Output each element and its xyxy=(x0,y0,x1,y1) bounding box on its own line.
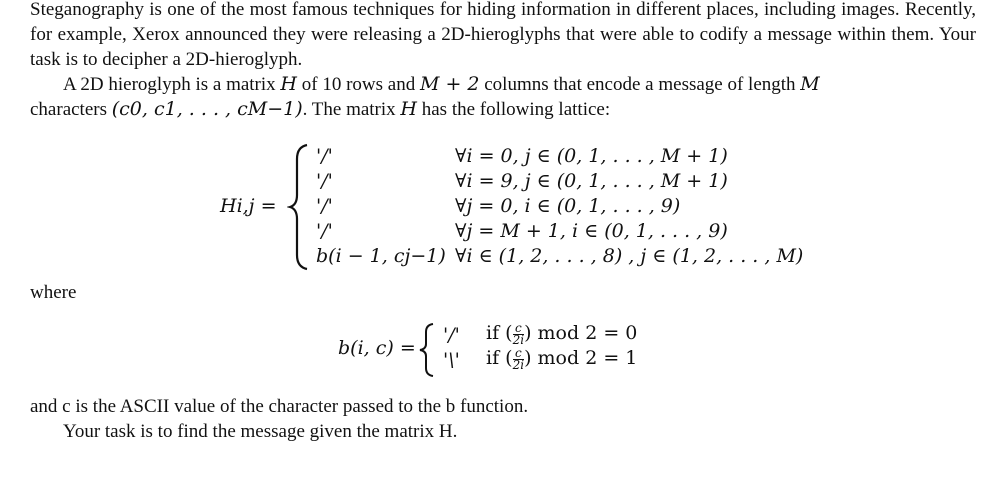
matrix-description-paragraph: A 2D hieroglyph is a matrix H of 10 rows and M + 2 columns that encode a message of length M characters (c0, c1, . . . , cM−1). The matrix H has the following lattice: xyxy=(30,73,820,120)
matrix-case-condition-4: ∀j = M + 1, i ∈ (0, 1, . . . , 9) xyxy=(455,220,728,242)
b-function-left-brace xyxy=(417,322,437,378)
matrix-case-condition-3: ∀j = 0, i ∈ (0, 1, . . . , 9) xyxy=(455,195,681,217)
var-m: M xyxy=(800,73,820,95)
chars-expression: (c0, c1, . . . , cM−1) xyxy=(111,98,303,120)
matrix-case-condition-5: ∀i ∈ (1, 2, . . . , 8) , j ∈ (1, 2, . . . , M) xyxy=(455,245,804,267)
matrix-left-brace xyxy=(287,143,311,271)
matrix-case-value-2: '/' xyxy=(316,170,333,192)
where-label: where xyxy=(30,282,77,303)
b-case-condition-1: if ( $\frac{c}{2i}$ ) mod 2 = 0 xyxy=(486,320,638,347)
matrix-lhs: Hi,j = xyxy=(220,195,277,217)
ascii-explanation-paragraph: and c is the ASCII value of the character passed to the b function. xyxy=(30,396,529,417)
matrix-case-value-1: '/' xyxy=(316,145,333,167)
matrix-case-condition-2: ∀i = 9, j ∈ (0, 1, . . . , M + 1) xyxy=(455,170,728,192)
b-case-value-1: '/' xyxy=(443,324,460,346)
b-case-value-2: '\' xyxy=(443,349,460,371)
matrix-case-value-3: '/' xyxy=(316,195,333,217)
var-h: H xyxy=(280,73,297,95)
b-function-lhs: b(i, c) = xyxy=(338,337,416,359)
matrix-case-condition-1: ∀i = 0, j ∈ (0, 1, . . . , M + 1) xyxy=(455,145,728,167)
task-paragraph: Your task is to find the message given the matrix H. xyxy=(63,421,458,442)
b-case-condition-2: if ( $\frac{c}{2i}$ ) mod 2 = 1 xyxy=(486,345,638,372)
cols-expression: M + 2 xyxy=(419,73,480,95)
matrix-case-value-4: '/' xyxy=(316,220,333,242)
intro-paragraph: Steganography is one of the most famous techniques for hiding information in different places, including images. Recently, for example, Xerox announced they were releasing a 2D-hieroglyphs that were able to codify a message within them. Your task is to decipher a 2D-hieroglyph. xyxy=(30,0,976,70)
matrix-case-value-5: b(i − 1, cj−1) xyxy=(316,245,446,267)
